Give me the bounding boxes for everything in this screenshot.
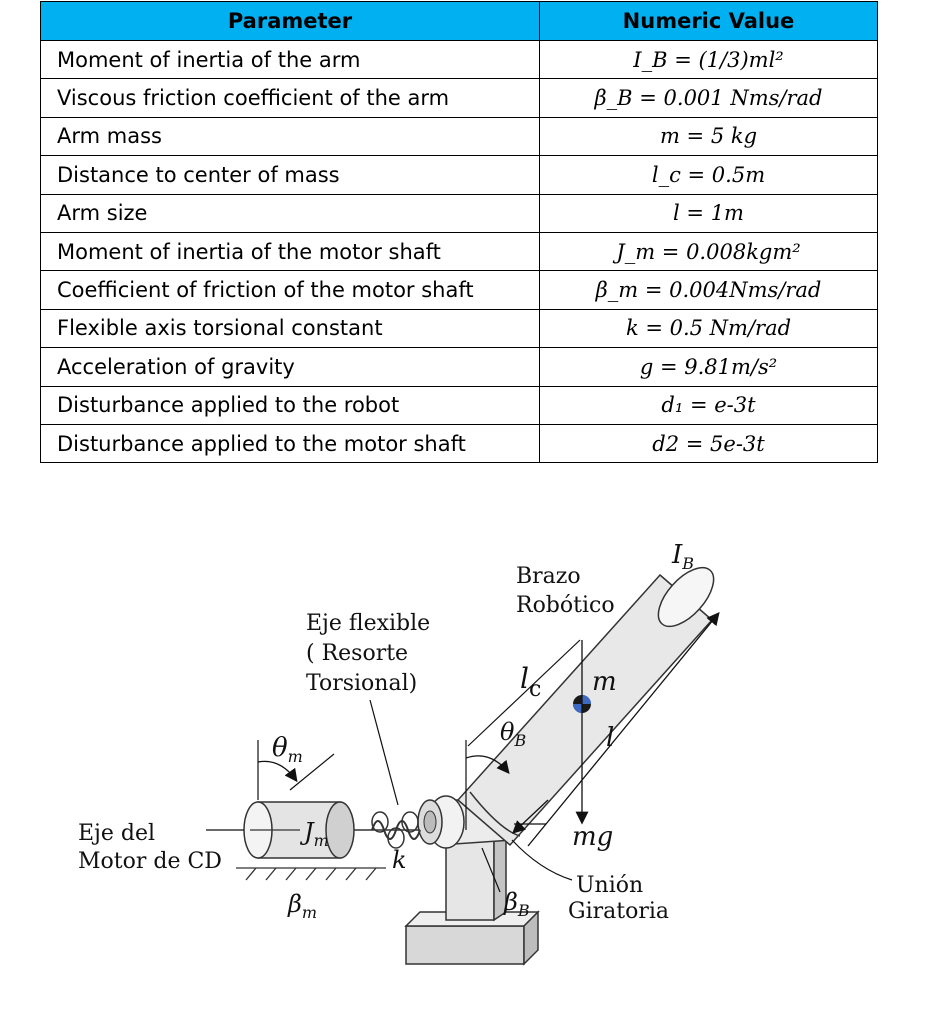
eje-flexible-label: Eje flexible <box>306 611 431 636</box>
value-cell: d2 = 5e-3t <box>540 424 878 462</box>
table-row <box>41 117 878 155</box>
ib-label: $I_B$ <box>672 540 695 573</box>
parameter-cell: Arm size <box>41 194 540 232</box>
resorte-label: ( Resorte <box>306 641 409 666</box>
table-row <box>41 41 878 79</box>
table-row <box>41 156 878 194</box>
beta-m-label: $\beta_m$ <box>288 890 318 922</box>
lc-label: $l_c$ <box>520 662 542 702</box>
theta-b-label: $\theta_B$ <box>500 718 527 750</box>
giratoria-label: Giratoria <box>568 899 669 924</box>
value-cell: β_B = 0.001 Nms/rad <box>540 79 878 117</box>
value-cell: g = 9.81m/s² <box>540 348 878 386</box>
parameter-cell: Flexible axis torsional constant <box>41 309 540 347</box>
value-cell: m = 5 kg <box>540 117 878 155</box>
union-label: Unión <box>576 873 644 898</box>
table-row <box>41 271 878 309</box>
value-cell: d₁ = e-3t <box>540 386 878 424</box>
robotico-label: Robótico <box>516 593 615 618</box>
mg-label: mg <box>572 822 614 852</box>
parameter-cell: Acceleration of gravity <box>41 348 540 386</box>
value-cell: k = 0.5 Nm/rad <box>540 309 878 347</box>
table-row <box>41 194 878 232</box>
parameter-cell: Viscous friction coefficient of the arm <box>41 79 540 117</box>
parameter-cell: Disturbance applied to the motor shaft <box>41 424 540 462</box>
beta-b-label: $\beta_B$ <box>504 888 530 920</box>
parameter-cell: Moment of inertia of the motor shaft <box>41 232 540 270</box>
motor-de-cd-label: Motor de CD <box>78 849 222 874</box>
flexible-joint-robot-diagram <box>0 500 935 1000</box>
brazo-label: Brazo <box>516 564 581 589</box>
value-cell: l = 1m <box>540 194 878 232</box>
eje-del-label: Eje del <box>78 821 156 846</box>
parameter-cell: Disturbance applied to the robot <box>41 386 540 424</box>
parameter-cell: Coefficient of friction of the motor shaft <box>41 271 540 309</box>
value-cell: l_c = 0.5m <box>540 156 878 194</box>
spring-pointer-line <box>370 700 398 805</box>
dc-motor <box>244 802 354 858</box>
torsional-label: Torsional) <box>306 671 418 696</box>
table-row <box>41 424 878 462</box>
motor-ground <box>236 868 386 880</box>
mass-label: m <box>592 667 617 697</box>
parameters-table <box>40 1 878 463</box>
arm-length-label: l <box>606 723 615 753</box>
table-row <box>41 79 878 117</box>
k-label: k <box>392 846 407 874</box>
table-header-row <box>41 2 878 41</box>
union-label-pointer <box>512 840 572 880</box>
parameter-cell: Distance to center of mass <box>41 156 540 194</box>
jm-label: $J_m$ <box>304 818 329 850</box>
table-row <box>41 309 878 347</box>
parameter-cell: Arm mass <box>41 117 540 155</box>
parameter-cell: Moment of inertia of the arm <box>41 41 540 79</box>
value-cell: β_m = 0.004Nms/rad <box>540 271 878 309</box>
table-row <box>41 386 878 424</box>
table-row <box>41 232 878 270</box>
value-cell: J_m = 0.008kgm² <box>540 232 878 270</box>
table-row <box>41 348 878 386</box>
theta-m-label: $\theta_m$ <box>272 733 303 766</box>
value-cell: I_B = (1/3)ml² <box>540 41 878 79</box>
header-parameter: Parameter <box>41 2 540 41</box>
header-numeric-value: Numeric Value <box>540 2 878 41</box>
